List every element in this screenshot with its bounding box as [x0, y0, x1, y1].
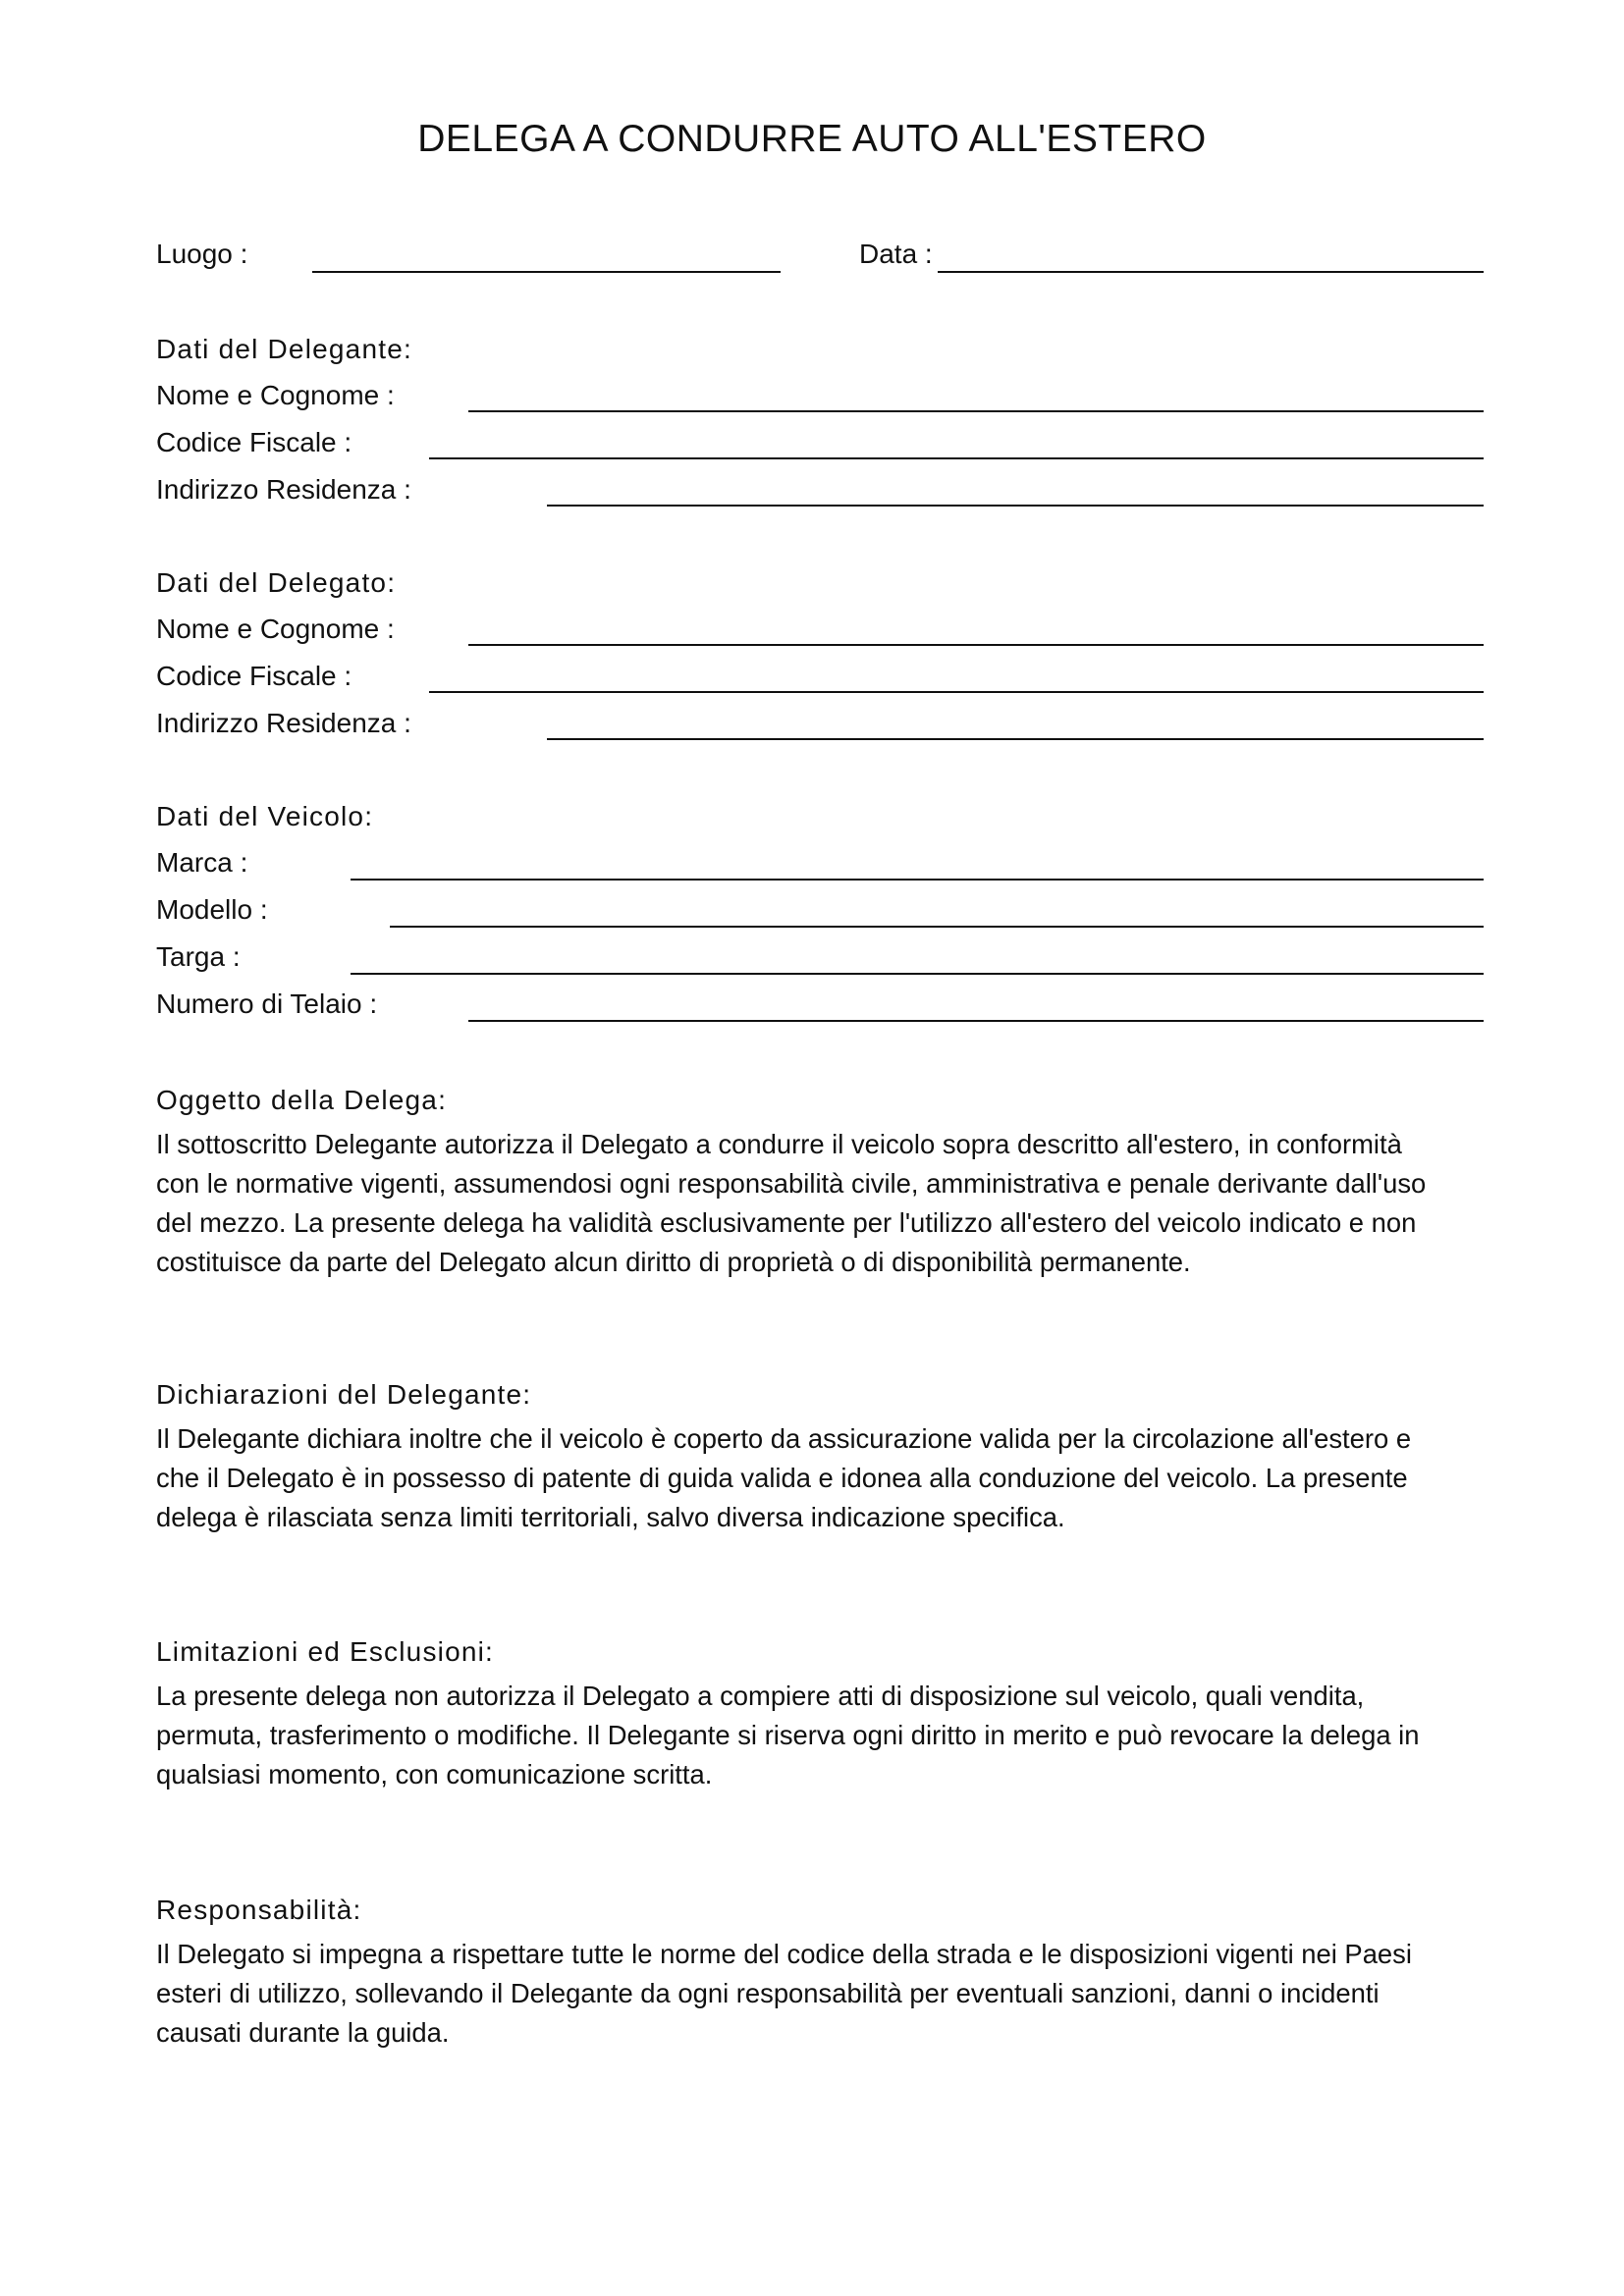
paragraph-line: con le normative vigenti, assumendosi ogni responsabilità civile, amministrativa e penale derivante dall'uso	[156, 1168, 1427, 1199]
document-title: DELEGA A CONDURRE AUTO ALL'ESTERO	[417, 118, 1207, 160]
paragraph-line: Il Delegante dichiara inoltre che il veicolo è coperto da assicurazione valida per la circolazione all'estero e	[156, 1423, 1412, 1454]
delegante-nome-label: Nome e Cognome :	[156, 380, 395, 410]
paragraph-line: esteri di utilizzo, sollevando il Delegante da ogni responsabilità per eventuali sanzioni, danni o incidenti	[156, 1978, 1380, 2008]
dichiarazioni-heading: Dichiarazioni del Delegante:	[156, 1379, 532, 1410]
targa-label: Targa :	[156, 941, 241, 972]
delegante-cf-field[interactable]	[429, 457, 1484, 459]
paragraph-line: Il Delegato si impegna a rispettare tutte le norme del codice della strada e le disposizioni vigenti nei Paesi	[156, 1939, 1412, 1969]
delegato-indirizzo-field[interactable]	[547, 738, 1484, 740]
delegato-indirizzo-label: Indirizzo Residenza :	[156, 708, 411, 738]
paragraph-line: che il Delegato è in possesso di patente di guida valida e idonea alla conduzione del veicolo. La presente	[156, 1463, 1408, 1493]
paragraph-line: costituisce da parte del Delegato alcun diritto di proprietà o di disponibilità permanente.	[156, 1247, 1191, 1277]
targa-field[interactable]	[351, 973, 1484, 975]
paragraph-line: permuta, trasferimento o modifiche. Il Delegante si riserva ogni diritto in merito e può revocare la delega in	[156, 1720, 1420, 1750]
delegato-cf-label: Codice Fiscale :	[156, 661, 352, 691]
marca-label: Marca :	[156, 847, 248, 878]
delegante-cf-label: Codice Fiscale :	[156, 427, 352, 457]
limitazioni-paragraph	[156, 1677, 1491, 1794]
veicolo-heading: Dati del Veicolo:	[156, 801, 374, 831]
paragraph-line: Il sottoscritto Delegante autorizza il Delegato a condurre il veicolo sopra descritto all'estero, in conformità	[156, 1129, 1402, 1159]
delegante-heading: Dati del Delegante:	[156, 334, 412, 364]
data-label: Data :	[859, 239, 933, 269]
limitazioni-heading: Limitazioni ed Esclusioni:	[156, 1636, 495, 1667]
modello-label: Modello :	[156, 894, 268, 925]
responsabilita-paragraph	[156, 1935, 1491, 2053]
oggetto-heading: Oggetto della Delega:	[156, 1085, 448, 1115]
delegato-nome-label: Nome e Cognome :	[156, 614, 395, 644]
delegato-nome-field[interactable]	[468, 644, 1484, 646]
telaio-label: Numero di Telaio :	[156, 988, 378, 1019]
paragraph-line: qualsiasi momento, con comunicazione scritta.	[156, 1759, 713, 1789]
oggetto-paragraph	[156, 1125, 1491, 1282]
delegante-indirizzo-field[interactable]	[547, 505, 1484, 507]
delegato-heading: Dati del Delegato:	[156, 567, 397, 598]
data-field[interactable]	[938, 271, 1484, 273]
marca-field[interactable]	[351, 879, 1484, 881]
paragraph-line: del mezzo. La presente delega ha validità esclusivamente per l'utilizzo all'estero del veicolo indicato e non	[156, 1207, 1417, 1238]
responsabilita-heading: Responsabilità:	[156, 1895, 362, 1925]
luogo-field[interactable]	[312, 271, 781, 273]
paragraph-line: causati durante la guida.	[156, 2017, 450, 2048]
paragraph-line: La presente delega non autorizza il Delegato a compiere atti di disposizione sul veicolo, quali vendita,	[156, 1681, 1365, 1711]
telaio-field[interactable]	[468, 1020, 1484, 1022]
dichiarazioni-paragraph	[156, 1419, 1491, 1537]
delegante-nome-field[interactable]	[468, 410, 1484, 412]
paragraph-line: delega è rilasciata senza limiti territoriali, salvo diversa indicazione specifica.	[156, 1502, 1065, 1532]
delegante-indirizzo-label: Indirizzo Residenza :	[156, 474, 411, 505]
modello-field[interactable]	[390, 926, 1484, 928]
delegato-cf-field[interactable]	[429, 691, 1484, 693]
luogo-label: Luogo :	[156, 239, 248, 269]
